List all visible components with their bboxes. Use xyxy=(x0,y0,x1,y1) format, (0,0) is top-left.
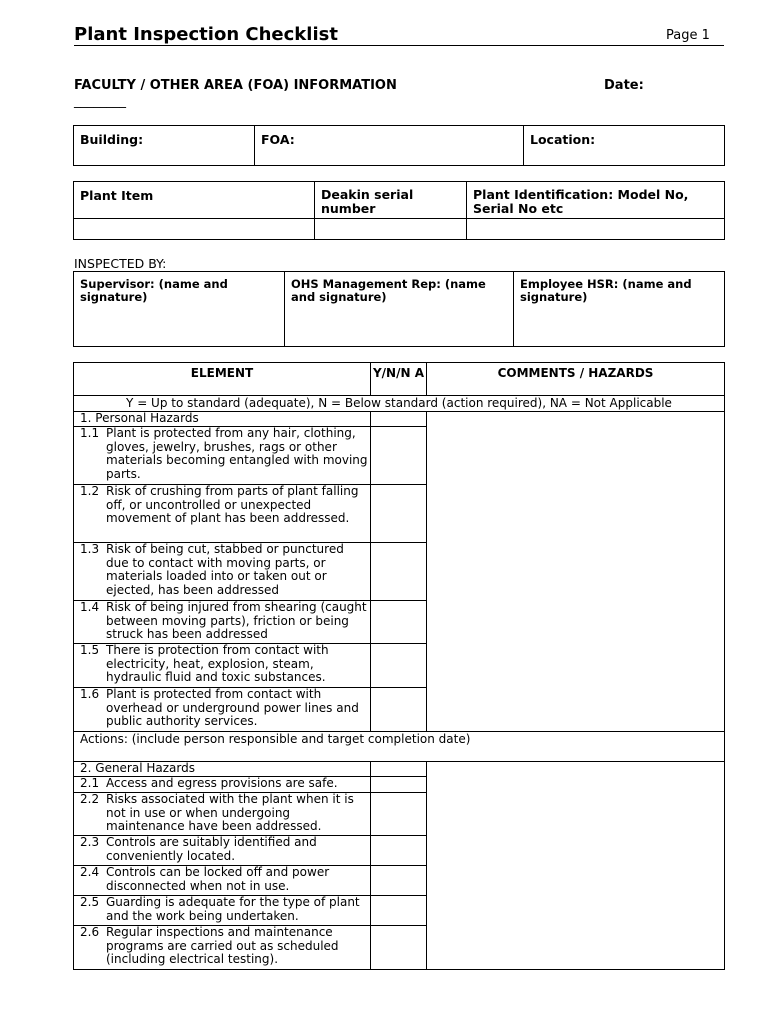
checklist-item: 1.1 Plant is protected from any hair, clothing, gloves, jewelry, brushes, rags or other materials becoming entangled with moving parts. xyxy=(74,427,371,485)
plant-item-cell[interactable] xyxy=(74,219,315,240)
building-label: Building: xyxy=(80,132,144,147)
plant-identification-cell[interactable] xyxy=(467,219,725,240)
checklist-item: 1.6 Plant is protected from contact with overhead or underground power lines and public authority services. xyxy=(74,688,371,732)
yn-cell[interactable] xyxy=(371,427,427,485)
yn-cell[interactable] xyxy=(371,644,427,688)
ohs-rep-field[interactable] xyxy=(285,272,514,347)
checklist-item: 1.5 There is protection from contact with electricity, heat, explosion, steam, hydraulic fluid and toxic substances. xyxy=(74,644,371,688)
element-header: ELEMENT xyxy=(74,363,371,396)
inspected-by-table xyxy=(73,271,725,347)
yn-cell[interactable] xyxy=(371,896,427,926)
checklist-item: 2.3 Controls are suitably identified and conveniently located. xyxy=(74,836,371,866)
foa-heading: FACULTY / OTHER AREA (FOA) INFORMATION xyxy=(74,78,397,93)
employee-hsr-field[interactable] xyxy=(514,272,725,347)
comments-header: COMMENTS / HAZARDS xyxy=(427,363,725,396)
yn-cell[interactable] xyxy=(371,926,427,970)
checklist-item: 2.5 Guarding is adequate for the type of plant and the work being undertaken. xyxy=(74,896,371,926)
plant-identification-header: Plant Identification: Model No, Serial No etc xyxy=(467,182,725,219)
yn-cell[interactable] xyxy=(371,762,427,777)
actions-field[interactable] xyxy=(74,732,725,762)
checklist-item: 2.1 Access and egress provisions are safe. xyxy=(74,777,371,793)
legend-row: Y = Up to standard (adequate), N = Below standard (action required), NA = Not Applicable xyxy=(74,396,725,412)
serial-number-cell[interactable] xyxy=(315,219,467,240)
section-title-personal: 1. Personal Hazards xyxy=(74,412,371,427)
serial-number-header: Deakin serial number xyxy=(315,182,467,219)
title-divider xyxy=(74,45,724,46)
checklist-item: 2.2 Risks associated with the plant when it is not in use or when undergoing maintenance have been addressed. xyxy=(74,793,371,836)
checklist-item: 1.4 Risk of being injured from shearing (caught between moving parts), friction or being struck has been addressed xyxy=(74,601,371,644)
building-field[interactable] xyxy=(74,126,255,166)
yn-cell[interactable] xyxy=(371,793,427,836)
employee-hsr-label: Employee HSR: (name and signature) xyxy=(520,277,692,304)
yn-cell[interactable] xyxy=(371,777,427,793)
section-title-general: 2. General Hazards xyxy=(74,762,371,777)
checklist-item: 1.3 Risk of being cut, stabbed or punctured due to contact with moving parts, or materials loaded into or taken out or ejected, has been addressed xyxy=(74,543,371,601)
comments-cell-section-1[interactable] xyxy=(427,412,725,732)
comments-cell-section-2[interactable] xyxy=(427,762,725,970)
yn-cell[interactable] xyxy=(371,485,427,543)
actions-label: Actions: (include person responsible and target completion date) xyxy=(80,732,471,746)
location-table xyxy=(73,125,725,166)
checklist-item: 2.6 Regular inspections and maintenance programs are carried out as scheduled (including electrical testing). xyxy=(74,926,371,970)
date-label: Date: xyxy=(604,78,644,93)
plant-table xyxy=(73,181,725,240)
supervisor-field[interactable] xyxy=(74,272,285,347)
checklist-item: 2.4 Controls can be locked off and power disconnected when not in use. xyxy=(74,866,371,896)
location-label: Location: xyxy=(530,132,596,147)
foa-label: FOA: xyxy=(261,132,295,147)
ohs-rep-label: OHS Management Rep: (name and signature) xyxy=(291,277,486,304)
yn-cell[interactable] xyxy=(371,412,427,427)
supervisor-label: Supervisor: (name and signature) xyxy=(80,277,228,304)
checklist-table xyxy=(73,362,725,970)
date-field[interactable]: ________ xyxy=(74,94,126,109)
inspected-by-label: INSPECTED BY: xyxy=(74,256,167,271)
checklist-item: 1.2 Risk of crushing from parts of plant falling off, or uncontrolled or unexpected movement of plant has been addressed. xyxy=(74,485,371,543)
yn-cell[interactable] xyxy=(371,866,427,896)
page-number: Page 1 xyxy=(666,28,710,43)
yn-header: Y/N/N A xyxy=(371,363,427,396)
yn-cell[interactable] xyxy=(371,543,427,601)
yn-cell[interactable] xyxy=(371,601,427,644)
yn-cell[interactable] xyxy=(371,688,427,732)
location-field[interactable] xyxy=(524,126,725,166)
foa-field[interactable] xyxy=(255,126,524,166)
document-title: Plant Inspection Checklist xyxy=(74,24,338,45)
plant-item-header: Plant Item xyxy=(74,182,315,219)
yn-cell[interactable] xyxy=(371,836,427,866)
